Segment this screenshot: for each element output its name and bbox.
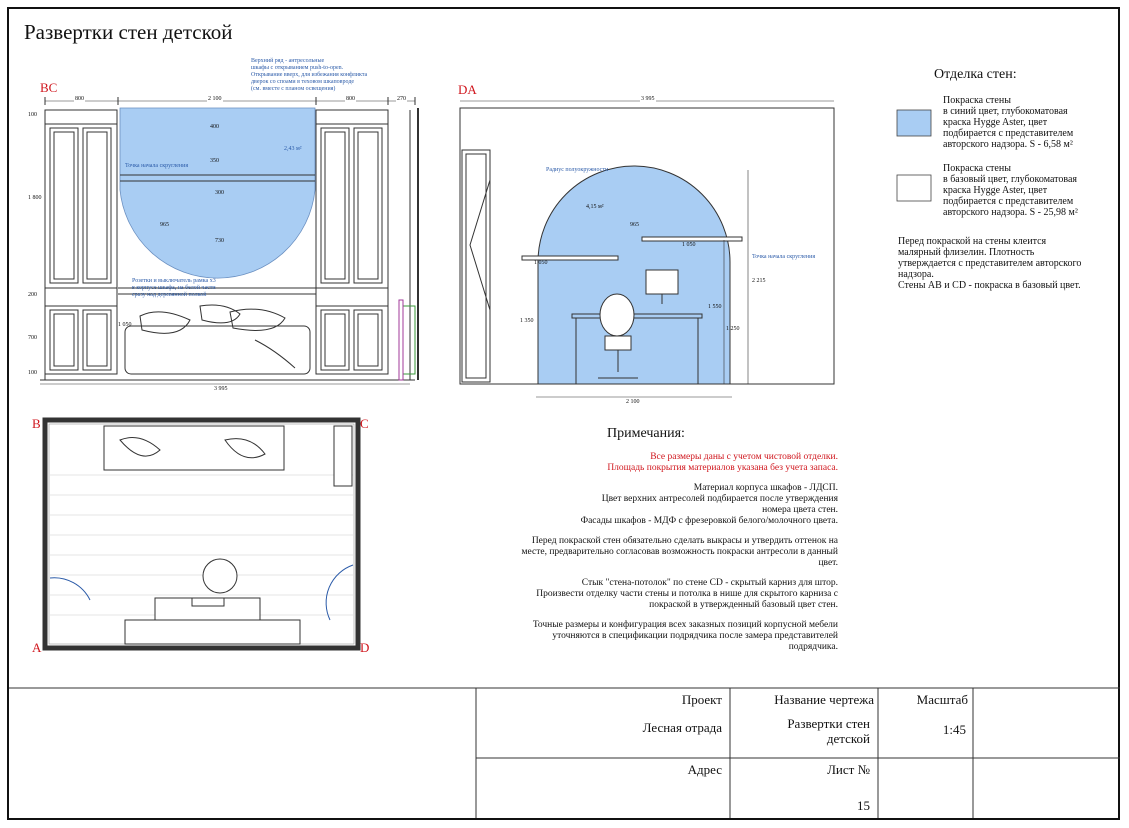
legend-item-blue xyxy=(943,95,1073,150)
da-v-dim: 965 xyxy=(630,222,639,228)
da-radius-note: Радиус полуокружности xyxy=(546,167,609,173)
legend-line: в базовый цвет, глубокоматовая xyxy=(943,174,1078,185)
bc-view-label: BC xyxy=(40,80,58,95)
legend-line: Покраска стены xyxy=(943,95,1011,106)
notes-line: Точные размеры и конфигурация всех заказных позиций корпусной мебели xyxy=(532,620,838,630)
legend-line: подбирается с представителем xyxy=(943,196,1074,207)
corner-d-label: D xyxy=(360,640,370,655)
v-dim: 100 xyxy=(28,112,37,118)
dim-2100: 2 100 xyxy=(208,96,222,102)
bc-note-line: шкафы с открыванием push-to-open. xyxy=(251,65,344,71)
tb-scale-value: 1:45 xyxy=(942,722,966,737)
socket-note-line: Розетки и выключатель рамка х3 xyxy=(132,278,216,284)
notes-title: Примечания: xyxy=(607,426,685,441)
dim-1050-a: 1 050 xyxy=(534,260,548,266)
tb-sheet-value: 15 xyxy=(857,798,870,813)
notes-p4 xyxy=(470,620,838,653)
legend-title: Отделка стен: xyxy=(934,67,1017,82)
legend-note-line: надзора. xyxy=(898,269,934,280)
tb-sheet-label: Лист № xyxy=(827,762,870,777)
dim-3995-bc: 3 995 xyxy=(214,386,228,392)
floor-plan xyxy=(45,420,358,648)
notes-p1 xyxy=(470,483,838,527)
notes-red xyxy=(470,452,838,474)
notes-line: покраской в утвержденный базовый цвет стен. xyxy=(649,600,838,610)
legend-line: подбирается с представителем xyxy=(943,128,1074,139)
page-title: Развертки стен детской xyxy=(24,20,233,44)
legend-line: авторского надзора. S - 6,58 м² xyxy=(943,139,1073,150)
dim-800-right: 800 xyxy=(346,96,355,102)
notes-line: Перед покраской стен обязательно сделать выкрасы и утвердить оттенок на xyxy=(531,536,838,546)
da-v-dim: 2 215 xyxy=(752,278,766,284)
notes-line: уточняются в спецификации подрядчика после замера представителей xyxy=(552,631,838,641)
notes-block xyxy=(470,452,838,662)
notes-line: Произвести отделку части стены и потолка в нише для скрытого карниза с xyxy=(536,589,838,599)
v-dim: 200 xyxy=(28,292,37,298)
notes-line: подрядчика. xyxy=(788,642,838,652)
v-dim: 965 xyxy=(160,222,169,228)
notes-line: месте, предварительно согласовав возможность покраски антресоли в данный xyxy=(521,547,838,557)
tb-address-label: Адрес xyxy=(687,762,722,777)
bc-elevation xyxy=(40,97,418,384)
da-view-label: DA xyxy=(458,82,477,97)
dim-3995-da: 3 995 xyxy=(641,96,655,102)
notes-line: цвет. xyxy=(818,558,838,568)
legend-line: авторского надзора. S - 25,98 м² xyxy=(943,207,1078,218)
notes-line: Материал корпуса шкафов - ЛДСП. xyxy=(693,483,838,493)
da-elevation xyxy=(460,101,834,397)
bc-note-line: Верхний ряд - антресольные xyxy=(251,58,325,64)
legend-swatch-blue xyxy=(897,110,931,136)
socket-note-line: в корпусе шкафа, на белой части xyxy=(132,285,216,291)
v-dim: 300 xyxy=(215,190,224,196)
legend-note-line: утверждается с представителем авторского xyxy=(898,258,1082,269)
legend-note-line: Перед покраской на стены клеится xyxy=(898,236,1047,247)
notes-line: Фасады шкафов - МДФ с фрезеровкой белого/молочного цвета. xyxy=(580,516,838,526)
notes-line: Стык "стена-потолок" по стене CD - скрытый карниз для штор. xyxy=(581,578,838,588)
legend-note-line: малярный флизелин. Плотность xyxy=(898,247,1035,258)
tb-drawing-label: Название чертежа xyxy=(774,692,874,707)
notes-line: Все размеры даны с учетом чистовой отделки. xyxy=(650,452,838,462)
legend-line: краска Hygge Aster, цвет xyxy=(943,117,1048,128)
tb-scale-label: Масштаб xyxy=(916,692,968,707)
tb-project-value: Лесная отрада xyxy=(642,720,722,735)
bc-socket-note xyxy=(132,278,216,299)
da-v-dim: 1 550 xyxy=(708,304,722,310)
legend-swatch-white xyxy=(897,175,931,201)
tb-drawing-value-1: Развертки стен xyxy=(787,716,870,731)
corner-b-label: B xyxy=(32,416,41,431)
v-dim: 350 xyxy=(210,158,219,164)
da-v-dim: 1 250 xyxy=(726,326,740,332)
dim-1050-b: 1 050 xyxy=(682,242,696,248)
legend-line: краска Hygge Aster, цвет xyxy=(943,185,1048,196)
dim-2100-da: 2 100 xyxy=(626,399,640,405)
da-rounding-start: Точка начала скругления xyxy=(752,254,816,260)
da-v-dim: 1 350 xyxy=(520,318,534,324)
v-dim: 400 xyxy=(210,124,219,130)
v-dim: 1 800 xyxy=(28,195,42,201)
tb-project-label: Проект xyxy=(681,692,722,707)
v-dim: 100 xyxy=(28,370,37,376)
socket-note-line: сразу над деревянной полкой xyxy=(132,292,207,298)
bc-rounding-start: Точка начала скругления xyxy=(125,163,189,169)
da-area-label: 4,15 м² xyxy=(586,204,604,210)
legend-item-white xyxy=(943,163,1078,218)
bc-top-note xyxy=(251,58,367,93)
notes-line: номера цвета стен. xyxy=(762,505,838,515)
notes-p2 xyxy=(470,536,838,569)
notes-p3 xyxy=(470,578,838,611)
tb-drawing-value-2: детской xyxy=(826,731,870,746)
legend-line: Покраска стены xyxy=(943,163,1011,174)
corner-a-label: A xyxy=(32,640,42,655)
v-dim: 730 xyxy=(215,238,224,244)
legend-line: в синий цвет, глубокоматовая xyxy=(943,106,1068,117)
legend-note xyxy=(898,236,1108,291)
dim-270: 270 xyxy=(397,96,406,102)
v-dim: 700 xyxy=(28,335,37,341)
bc-area-label: 2,43 м² xyxy=(284,146,302,152)
notes-line: Цвет верхних антресолей подбирается после утверждения xyxy=(601,494,838,504)
bc-note-line: (см. вместе с планом освещения) xyxy=(251,86,336,92)
corner-c-label: C xyxy=(360,416,369,431)
legend-note-line: Стены AB и CD - покраска в базовый цвет. xyxy=(898,280,1081,291)
bc-note-line: дверок со споами в теховом шкаповроде xyxy=(251,79,355,85)
v-dim: 1 050 xyxy=(118,322,132,328)
notes-line: Площадь покрытия материалов указана без учета запаса. xyxy=(607,463,838,473)
bc-note-line: Открывание вверх, для избежания конфликта xyxy=(251,72,368,78)
dim-800-left: 800 xyxy=(75,96,84,102)
